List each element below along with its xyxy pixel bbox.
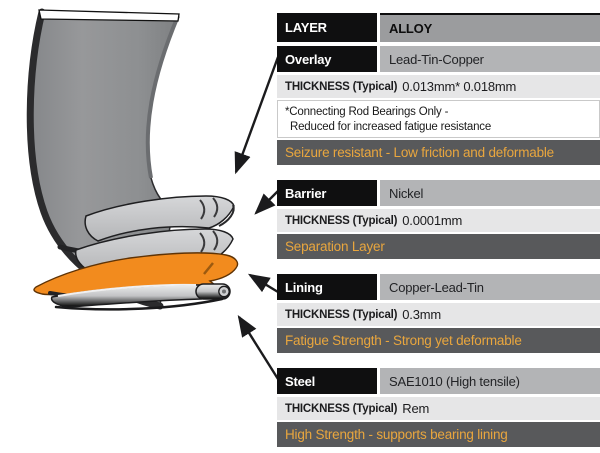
layer-alloy-cell: Lead-Tin-Copper: [380, 46, 600, 72]
thickness-value: 0.0001mm: [402, 213, 463, 228]
shell-top-rim: [39, 10, 179, 21]
header-alloy-cell: ALLOY: [380, 13, 600, 42]
thickness-value: 0.013mm* 0.018mm: [402, 79, 517, 94]
table-header-row: [277, 13, 600, 42]
thickness-row: [277, 75, 600, 98]
thickness-row: [277, 397, 600, 420]
lining-arrow: [250, 275, 278, 292]
property-banner: Seizure resistant - Low friction and deformable: [277, 140, 600, 165]
thickness-value: Rem: [402, 401, 430, 416]
layer-alloy-cell: Nickel: [380, 180, 600, 206]
layer-name-cell: Lining: [277, 274, 377, 300]
layer-name-row: [277, 368, 600, 394]
footnote-line1: *Connecting Rod Bearings Only -: [285, 106, 449, 118]
thickness-row: [277, 303, 600, 326]
header-layer-cell: LAYER: [277, 13, 377, 42]
layer-alloy-cell: SAE1010 (High tensile): [380, 368, 600, 394]
property-banner: High Strength - supports bearing lining: [277, 422, 600, 447]
layer-name-row: [277, 274, 600, 300]
footnote-row: [277, 100, 600, 138]
layer-name-cell: Barrier: [277, 180, 377, 206]
layer-alloy-table: [277, 13, 600, 447]
steel-group: [277, 368, 600, 447]
steel-arrow: [239, 317, 278, 379]
thickness-label: THICKNESS (Typical): [285, 214, 398, 227]
property-banner: Separation Layer: [277, 234, 600, 259]
thickness-row: [277, 209, 600, 232]
footnote-line2: Reduced for increased fatigue resistance: [290, 120, 492, 133]
layer-name-row: [277, 46, 600, 72]
barrier-group: [277, 180, 600, 259]
barrier-arrow: [256, 191, 278, 213]
overlay-arrow: [236, 57, 278, 172]
layer-name-cell: Overlay: [277, 46, 377, 72]
thickness-label: THICKNESS (Typical): [285, 402, 398, 415]
layer-alloy-cell: Copper-Lead-Tin: [380, 274, 600, 300]
layer-name-row: [277, 180, 600, 206]
thickness-value: 0.3mm: [402, 307, 442, 322]
overlay-group: [277, 46, 600, 165]
lining-group: [277, 274, 600, 353]
layer-name-cell: Steel: [277, 368, 377, 394]
thickness-label: THICKNESS (Typical): [285, 308, 398, 321]
thickness-label: THICKNESS (Typical): [285, 80, 398, 93]
property-banner: Fatigue Strength - Strong yet deformable: [277, 328, 600, 353]
